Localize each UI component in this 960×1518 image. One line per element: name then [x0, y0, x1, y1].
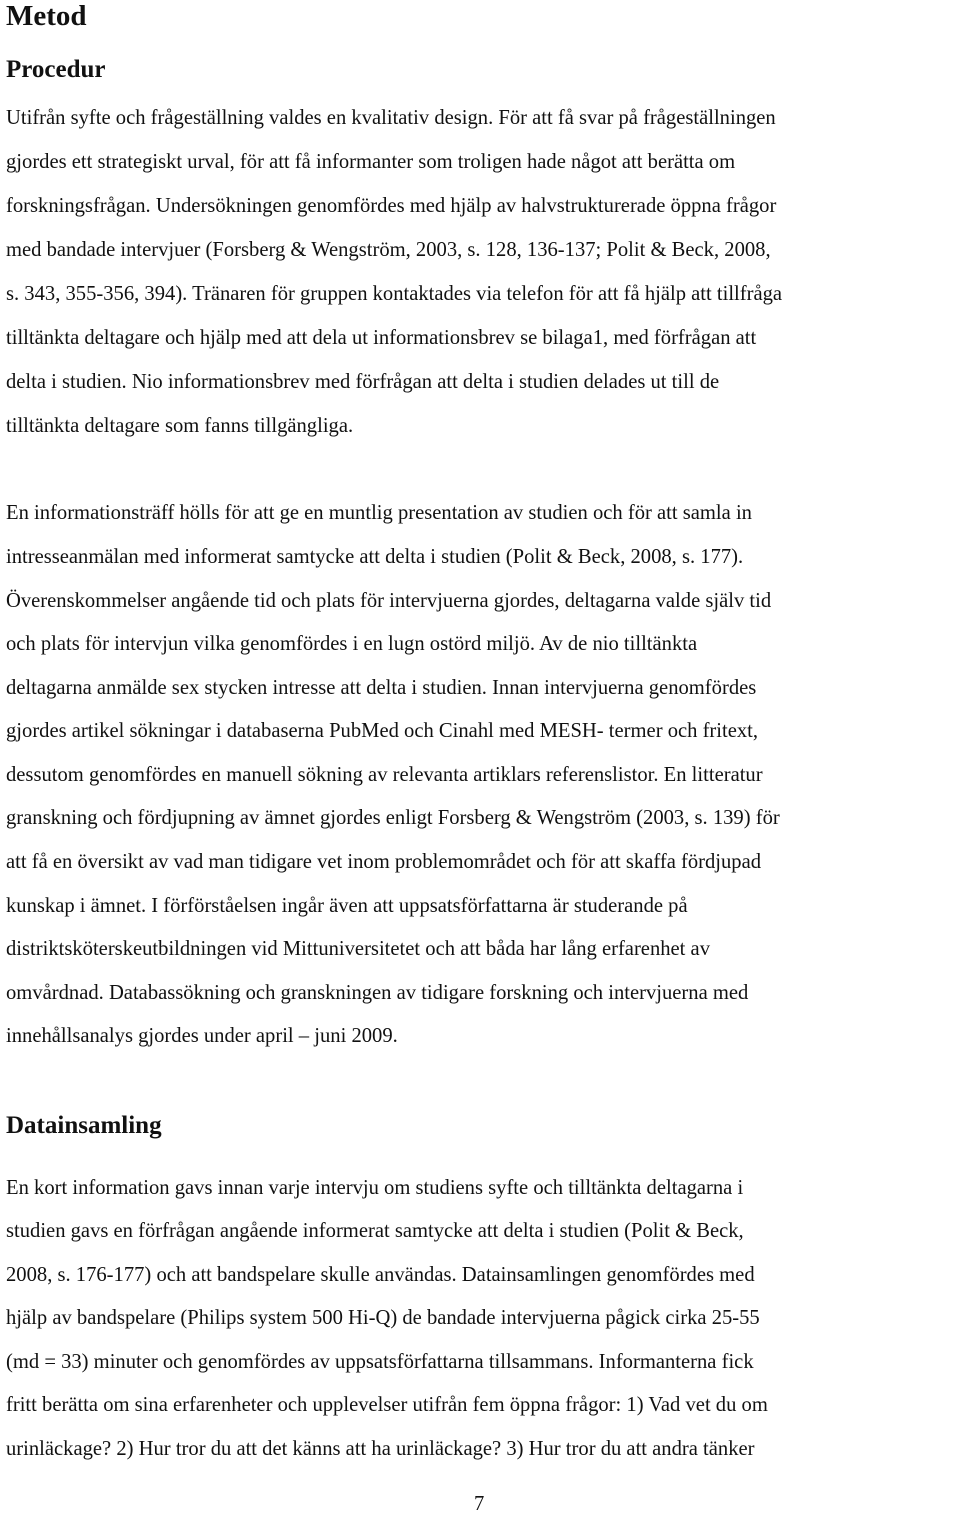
text-line: kunskap i ämnet. I förförståelsen ingår även att uppsatsförfattarna är studerande på — [6, 895, 688, 917]
text-line: gjordes ett strategiskt urval, för att få informanter som troligen hade något att berätta om — [6, 151, 736, 173]
text-line: 2008, s. 176-177) och att bandspelare skulle användas. Datainsamlingen genomfördes med — [6, 1264, 755, 1286]
text-line: dessutom genomfördes en manuell sökning av relevanta artiklars referenslistor. En litteratur — [6, 764, 763, 786]
page-number: 7 — [474, 1493, 485, 1515]
text-line: distriktsköterskeutbildningen vid Mittuniversitetet och att båda har lång erfarenhet av — [6, 938, 710, 960]
text-line: deltagarna anmälde sex stycken intresse att delta i studien. Innan intervjuerna genomfördes — [6, 677, 757, 699]
text-line: intresseanmälan med informerat samtycke att delta i studien (Polit & Beck, 2008, s. 177). — [6, 546, 744, 568]
text-line: forskningsfrågan. Undersökningen genomfördes med hjälp av halvstrukturerade öppna frågor — [6, 195, 777, 217]
text-line: omvårdnad. Databassökning och granskningen av tidigare forskning och intervjuerna med — [6, 982, 749, 1004]
section-heading-procedur: Procedur — [6, 56, 106, 83]
text-line: granskning och fördjupning av ämnet gjordes enligt Forsberg & Wengström (2003, s. 139) för — [6, 807, 780, 829]
text-line: med bandade intervjuer (Forsberg & Wengström, 2003, s. 128, 136-137; Polit & Beck, 2008, — [6, 239, 771, 261]
text-line: tilltänkta deltagare som fanns tillgängliga. — [6, 415, 354, 437]
text-line: gjordes artikel sökningar i databaserna PubMed och Cinahl med MESH- termer och fritext, — [6, 720, 759, 742]
text-line: fritt berätta om sina erfarenheter och upplevelser utifrån fem öppna frågor: 1) Vad vet du om — [6, 1394, 768, 1416]
text-line: (md = 33) minuter och genomfördes av uppsatsförfattarna tillsammans. Informanterna fick — [6, 1351, 754, 1373]
section-heading-datainsamling: Datainsamling — [6, 1112, 162, 1139]
text-line: urinläckage? 2) Hur tror du att det känns att ha urinläckage? 3) Hur tror du att andra tänker — [6, 1438, 755, 1460]
text-line: En kort information gavs innan varje intervju om studiens syfte och tilltänkta deltagarna i — [6, 1177, 744, 1199]
text-line: delta i studien. Nio informationsbrev med förfrågan att delta i studien delades ut till de — [6, 371, 720, 393]
text-line: att få en översikt av vad man tidigare vet inom problemområdet och för att skaffa fördjupad — [6, 851, 762, 873]
page-title: Metod — [6, 0, 87, 32]
text-line: Överenskommelser angående tid och plats för intervjuerna gjordes, deltagarna valde själv tid — [6, 590, 772, 612]
text-line: En informationsträff hölls för att ge en muntlig presentation av studien och för att samla in — [6, 502, 752, 524]
text-line: tilltänkta deltagare och hjälp med att dela ut informationsbrev se bilaga1, med förfrågan att — [6, 327, 757, 349]
text-line: innehållsanalys gjordes under april – juni 2009. — [6, 1025, 398, 1047]
text-line: hjälp av bandspelare (Philips system 500 Hi-Q) de bandade intervjuerna pågick cirka 25-55 — [6, 1307, 760, 1329]
text-line: Utifrån syfte och frågeställning valdes en kvalitativ design. För att få svar på frågeställningen — [6, 107, 776, 129]
text-line: s. 343, 355-356, 394). Tränaren för gruppen kontaktades via telefon för att få hjälp att tillfråga — [6, 283, 783, 305]
text-line: studien gavs en förfrågan angående informerat samtycke att delta i studien (Polit & Beck, — [6, 1220, 744, 1242]
text-line: och plats för intervjun vilka genomfördes i en lugn ostörd miljö. Av de nio tilltänkta — [6, 633, 698, 655]
